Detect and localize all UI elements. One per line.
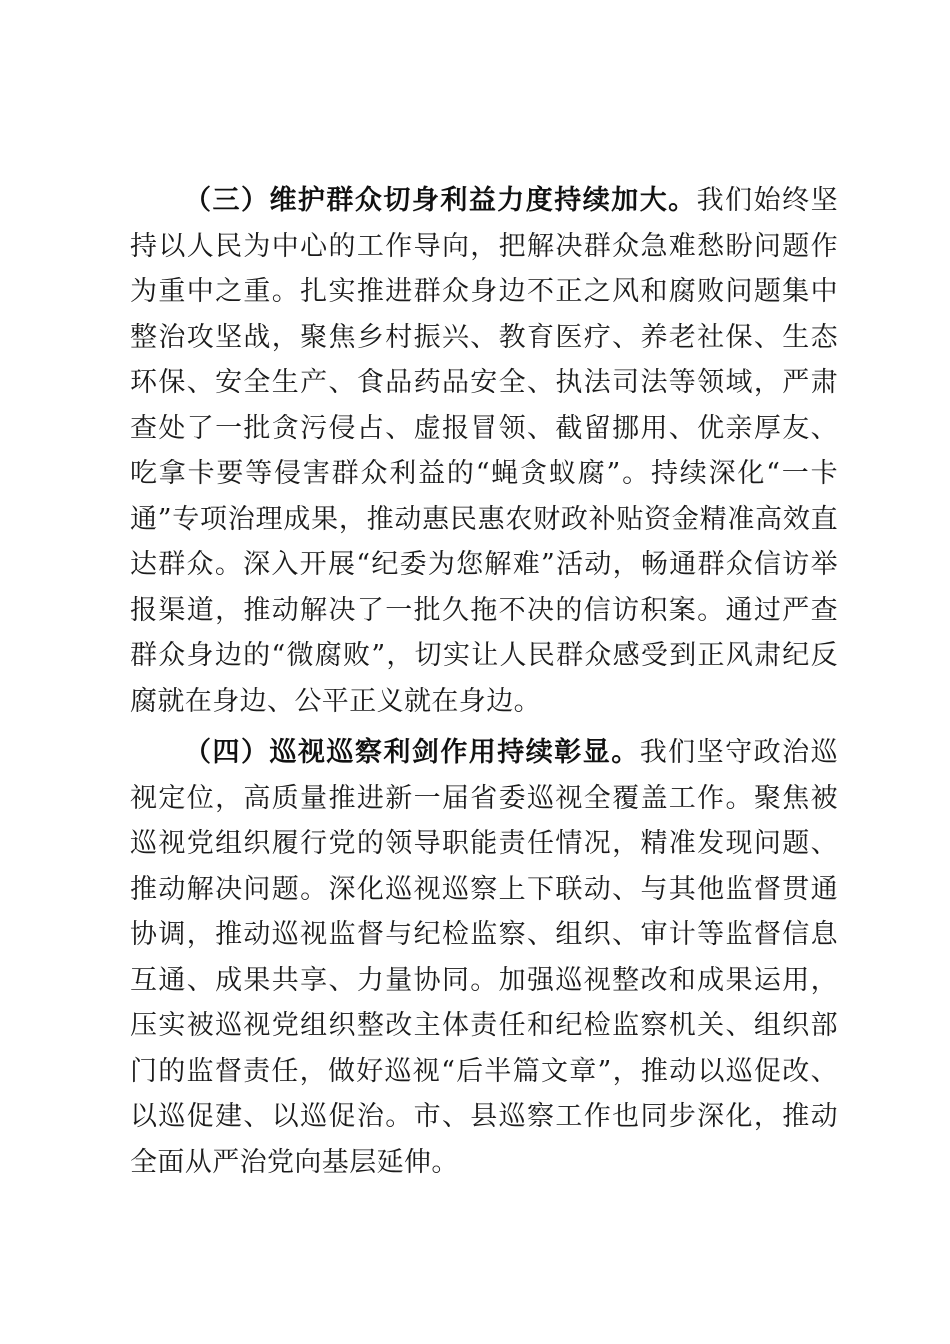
section-four-body: 我们坚守政治巡视定位，高质量推进新一届省委巡视全覆盖工作。聚焦被巡视党组织履行党的领导职能责任情况，精准发现问题、推动解决问题。深化巡视巡察上下联动、与其他监督贯通协调，推动巡视监督与纪检监察、组织、审计等监督信息互通、成果共享、力量协同。加强巡视整改和成果运用，压实被巡视党组织整改主体责任和纪检监察机关、组织部门的监督责任，做好巡视“后半篇文章”，推动以巡促改、以巡促建、以巡促治。市、县巡察工作也同步深化，推动全面从严治党向基层延伸。 [130, 737, 838, 1178]
section-three-heading: （三）维护群众切身利益力度持续加大。 [184, 185, 697, 216]
section-four-heading: （四）巡视巡察利剑作用持续彰显。 [184, 737, 640, 768]
document-body [130, 178, 838, 1185]
paragraph-section-four [130, 730, 838, 1185]
paragraph-section-three [130, 178, 838, 724]
section-three-body: 我们始终坚持以人民为中心的工作导向，把解决群众急难愁盼问题作为重中之重。扎实推进群众身边不正之风和腐败问题集中整治攻坚战，聚焦乡村振兴、教育医疗、养老社保、生态环保、安全生产、食品药品安全、执法司法等领域，严肃查处了一批贪污侵占、虚报冒领、截留挪用、优亲厚友、吃拿卡要等侵害群众利益的“蝇贪蚁腐”。持续深化“一卡通”专项治理成果，推动惠民惠农财政补贴资金精准高效直达群众。深入开展“纪委为您解难”活动，畅通群众信访举报渠道，推动解决了一批久拖不决的信访积案。通过严查群众身边的“微腐败”，切实让人民群众感受到正风肃纪反腐就在身边、公平正义就在身边。 [130, 185, 838, 717]
